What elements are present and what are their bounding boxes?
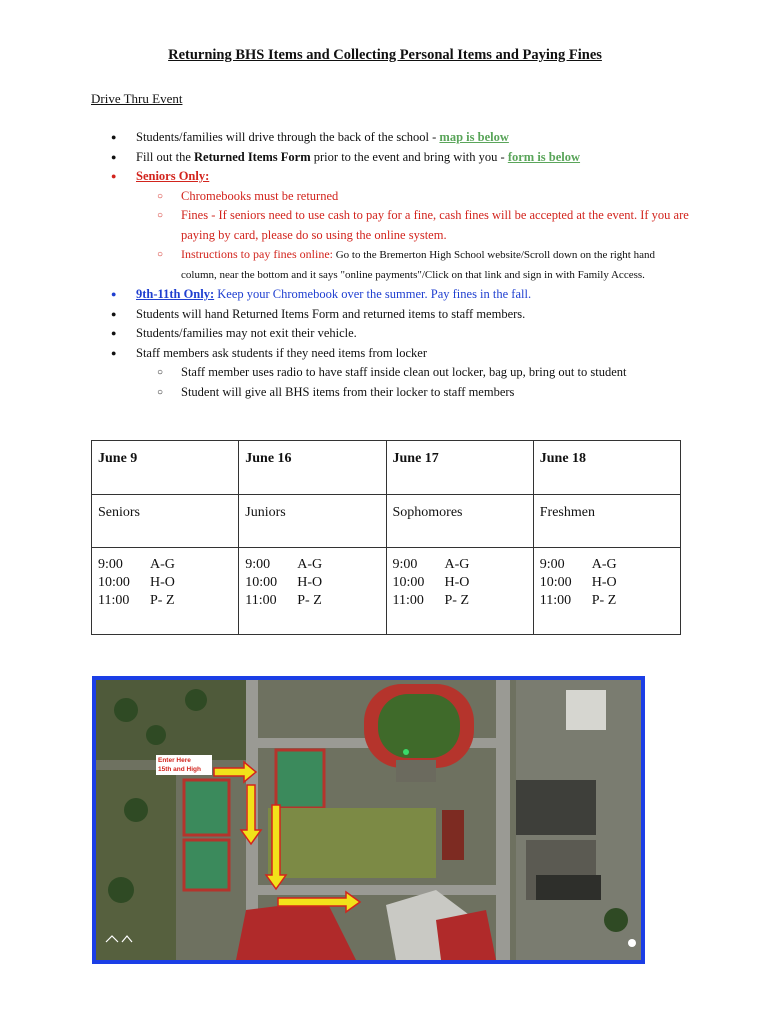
- time-slot: [98, 556, 232, 574]
- bullet-text: Staff member uses radio to have staff inside clean out locker, bag up, bring out to student: [181, 365, 627, 379]
- bullet-text: Student will give all BHS items from their locker to staff members: [181, 384, 515, 399]
- bleachers: [396, 760, 436, 782]
- parking-lot: [516, 780, 596, 835]
- building-roof: [536, 875, 601, 900]
- slot-range: H-O: [444, 575, 470, 590]
- slot-range: H-O: [591, 575, 617, 590]
- time-slot: [540, 556, 674, 574]
- time-slot: [540, 592, 674, 610]
- time-cell: [533, 548, 680, 635]
- infield: [378, 694, 460, 758]
- list-item: [91, 344, 691, 403]
- bullet-text: Staff members ask students if they need items from locker: [136, 345, 428, 360]
- tennis-court: [184, 840, 229, 890]
- road: [246, 885, 506, 895]
- bullet-text: Chromebooks must be returned: [181, 188, 339, 203]
- slot-time: 10:00: [245, 575, 278, 590]
- enter-label-line: 15th and High: [158, 766, 201, 773]
- slot-time: 11:00: [98, 593, 130, 608]
- slot-range: H-O: [297, 575, 323, 590]
- group-cell: Freshmen: [533, 495, 680, 548]
- time-slot: [393, 592, 527, 610]
- slot-time: 11:00: [539, 593, 572, 608]
- group-cell: Juniors: [239, 495, 386, 548]
- slot-range: P- Z: [444, 593, 469, 608]
- list-item: [91, 324, 691, 344]
- seniors-sublist: [136, 187, 691, 286]
- tree: [108, 877, 134, 903]
- instructions-list: [91, 128, 691, 402]
- time-slot: [245, 592, 379, 610]
- tennis-court: [184, 780, 229, 835]
- locker-sublist: [136, 363, 691, 402]
- list-item: [136, 363, 691, 383]
- slot-range: P- Z: [150, 593, 175, 608]
- slot-time: 9:00: [539, 557, 565, 572]
- event-subtitle: Drive Thru Event: [91, 91, 183, 106]
- enter-here-label: [156, 755, 212, 775]
- campus-map: [92, 676, 645, 964]
- date-cell: June 16: [239, 441, 386, 495]
- list-item: [91, 148, 691, 168]
- date-row: [92, 441, 681, 495]
- slot-range: P- Z: [591, 593, 617, 608]
- group-cell: Seniors: [92, 495, 239, 548]
- tree: [604, 908, 628, 932]
- form-name: Returned Items Form: [194, 149, 311, 164]
- list-item-seniors: [91, 167, 691, 285]
- underclass-label: 9th-11th Only:: [136, 287, 215, 301]
- list-item: [136, 206, 691, 245]
- slot-time: 9:00: [245, 557, 271, 572]
- date-cell: June 18: [533, 441, 680, 495]
- location-marker-icon: [403, 749, 409, 755]
- slot-range: A-G: [444, 557, 470, 572]
- tennis-court: [276, 750, 324, 808]
- bullet-text: Fill out the: [136, 149, 194, 164]
- list-item-underclass: [91, 285, 691, 305]
- slot-range: A-G: [591, 557, 617, 572]
- bullet-text: Students/families will drive through the back of the school -: [136, 130, 440, 144]
- time-slot: [98, 592, 232, 610]
- tree: [146, 725, 166, 745]
- grass-field: [268, 808, 436, 878]
- time-cell: [92, 548, 239, 635]
- map-link[interactable]: map is below: [439, 130, 509, 144]
- slot-range: H-O: [150, 575, 175, 590]
- instructions-lead: Instructions to pay fines online:: [181, 247, 333, 261]
- slot-time: 9:00: [98, 557, 123, 572]
- list-item: [91, 305, 691, 325]
- bullet-text: Students will hand Returned Items Form and returned items to staff members.: [136, 306, 526, 321]
- bullet-text: Go to the Bremerton High School website/Scroll down on the right hand column, near the bottom and it says "online payments"/Click on that link and sign in with Family Access.: [181, 249, 655, 281]
- group-cell: Sophomores: [386, 495, 533, 548]
- time-slot: [393, 574, 527, 592]
- form-link[interactable]: form is below: [507, 149, 581, 164]
- building: [442, 810, 464, 860]
- tree: [124, 798, 148, 822]
- slot-time: 11:00: [392, 593, 424, 608]
- map-image: [96, 680, 641, 960]
- time-slot: [540, 574, 674, 592]
- schedule-table: [91, 440, 681, 635]
- time-cell: [386, 548, 533, 635]
- bullet-text: Students/families may not exit their vehicle.: [136, 326, 357, 340]
- building: [566, 690, 606, 730]
- slot-range: A-G: [297, 557, 323, 572]
- slot-range: A-G: [150, 557, 175, 572]
- bullet-text: Keep your Chromebook over the summer. Pay fines in the fall.: [214, 287, 532, 301]
- list-item: [136, 245, 691, 285]
- tree: [114, 698, 138, 722]
- date-cell: June 17: [386, 441, 533, 495]
- time-slot: [245, 574, 379, 592]
- tree: [185, 689, 207, 711]
- slot-time: 11:00: [245, 593, 277, 608]
- list-item: [91, 128, 691, 148]
- date-cell: June 9: [92, 441, 239, 495]
- bullet-text: prior to the event and bring with you -: [310, 149, 508, 164]
- slot-time: 10:00: [392, 575, 425, 590]
- slot-time: 10:00: [98, 575, 130, 590]
- time-slot: [245, 556, 379, 574]
- list-item: [136, 383, 691, 403]
- slot-time: 10:00: [539, 575, 572, 590]
- list-item: [136, 187, 691, 207]
- slot-time: 9:00: [392, 557, 418, 572]
- seniors-label: Seniors Only:: [136, 169, 210, 183]
- time-cell: [239, 548, 386, 635]
- document-title: Returning BHS Items and Collecting Personal Items and Paying Fines: [168, 47, 602, 63]
- group-row: [92, 495, 681, 548]
- compass-icon: [628, 939, 636, 947]
- slot-range: P- Z: [297, 593, 322, 608]
- time-row: [92, 548, 681, 635]
- time-slot: [393, 556, 527, 574]
- time-slot: [98, 574, 232, 592]
- bullet-text: Fines - If seniors need to use cash to pay for a fine, cash fines will be accepted at the event. If you are paying by card, please do so using the online system.: [181, 208, 689, 242]
- road: [496, 680, 510, 960]
- enter-label-line: Enter Here: [158, 757, 191, 764]
